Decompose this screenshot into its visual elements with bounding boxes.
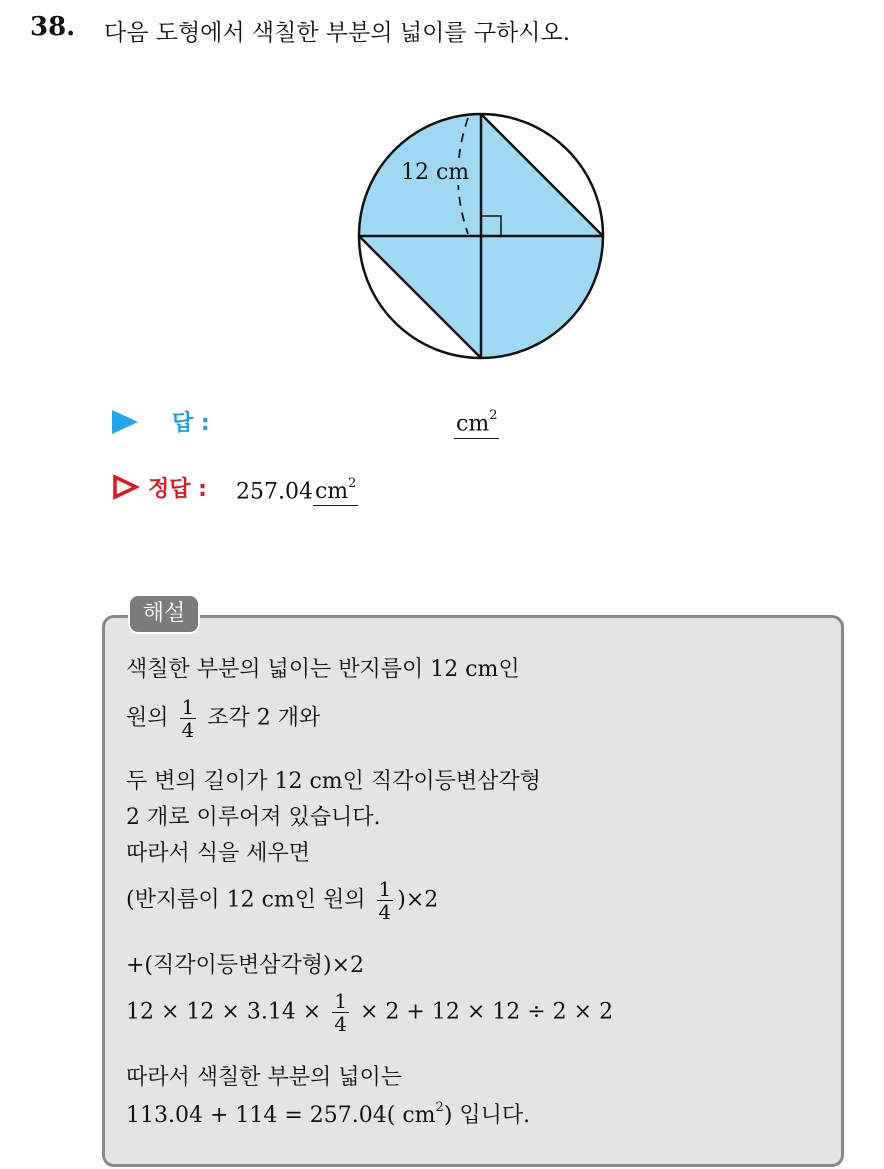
explanation-line-8: 12 × 12 × 3.14 × $\frac{1}{4}$ × 2 + 12 × 12 ÷ 2 × 2 [126,989,614,1036]
question-number: 38. [30,12,76,42]
play-arrow-icon [112,410,138,434]
radius-label: 12 cm [401,160,470,185]
quarter-circle-bottom-right [481,236,603,358]
answer-label: 답 : [172,411,210,436]
fraction-quarter: $\frac{1}{4}$ [334,989,347,1036]
explanation-line-6: (반지름이 12 cm인 원의 $\frac{1}{4}$ )×2 [126,877,439,924]
question-text: 다음 도형에서 색칠한 부분의 넓이를 구하시오. [104,20,571,46]
explanation-line-1: 색칠한 부분의 넓이는 반지름이 12 cm인 [126,657,520,682]
explanation-line-4: 2 개로 이루어져 있습니다. [126,805,381,830]
correct-answer-label: 정답 : [148,477,207,502]
correct-answer-value: $257.04cm^2$ [236,476,357,505]
explanation-line-10: 113.04 + 114 = 257.04( $cm^2$) 입니다. [126,1099,531,1128]
answer-unit: $cm^2$ [454,406,499,439]
explanation-tab: 해설 [128,594,200,634]
geometry-figure [340,98,624,374]
fraction-quarter: $\frac{1}{4}$ [181,695,195,742]
explanation-line-9: 따라서 색칠한 부분의 넓이는 [126,1065,403,1090]
explanation-line-7: +(직각이등변삼각형)×2 [126,953,365,978]
explanation-line-2: 원의 $\frac{1}{4}$ 조각 2 개와 [126,695,321,742]
fraction-quarter: $\frac{1}{4}$ [378,877,392,924]
explanation-line-5: 따라서 식을 세우면 [126,841,311,866]
explanation-line-3: 두 변의 길이가 12 cm인 직각이등변삼각형 [126,769,541,794]
answer-row [108,402,628,442]
outline-arrow-icon [112,474,140,500]
correct-answer-row [108,470,628,510]
